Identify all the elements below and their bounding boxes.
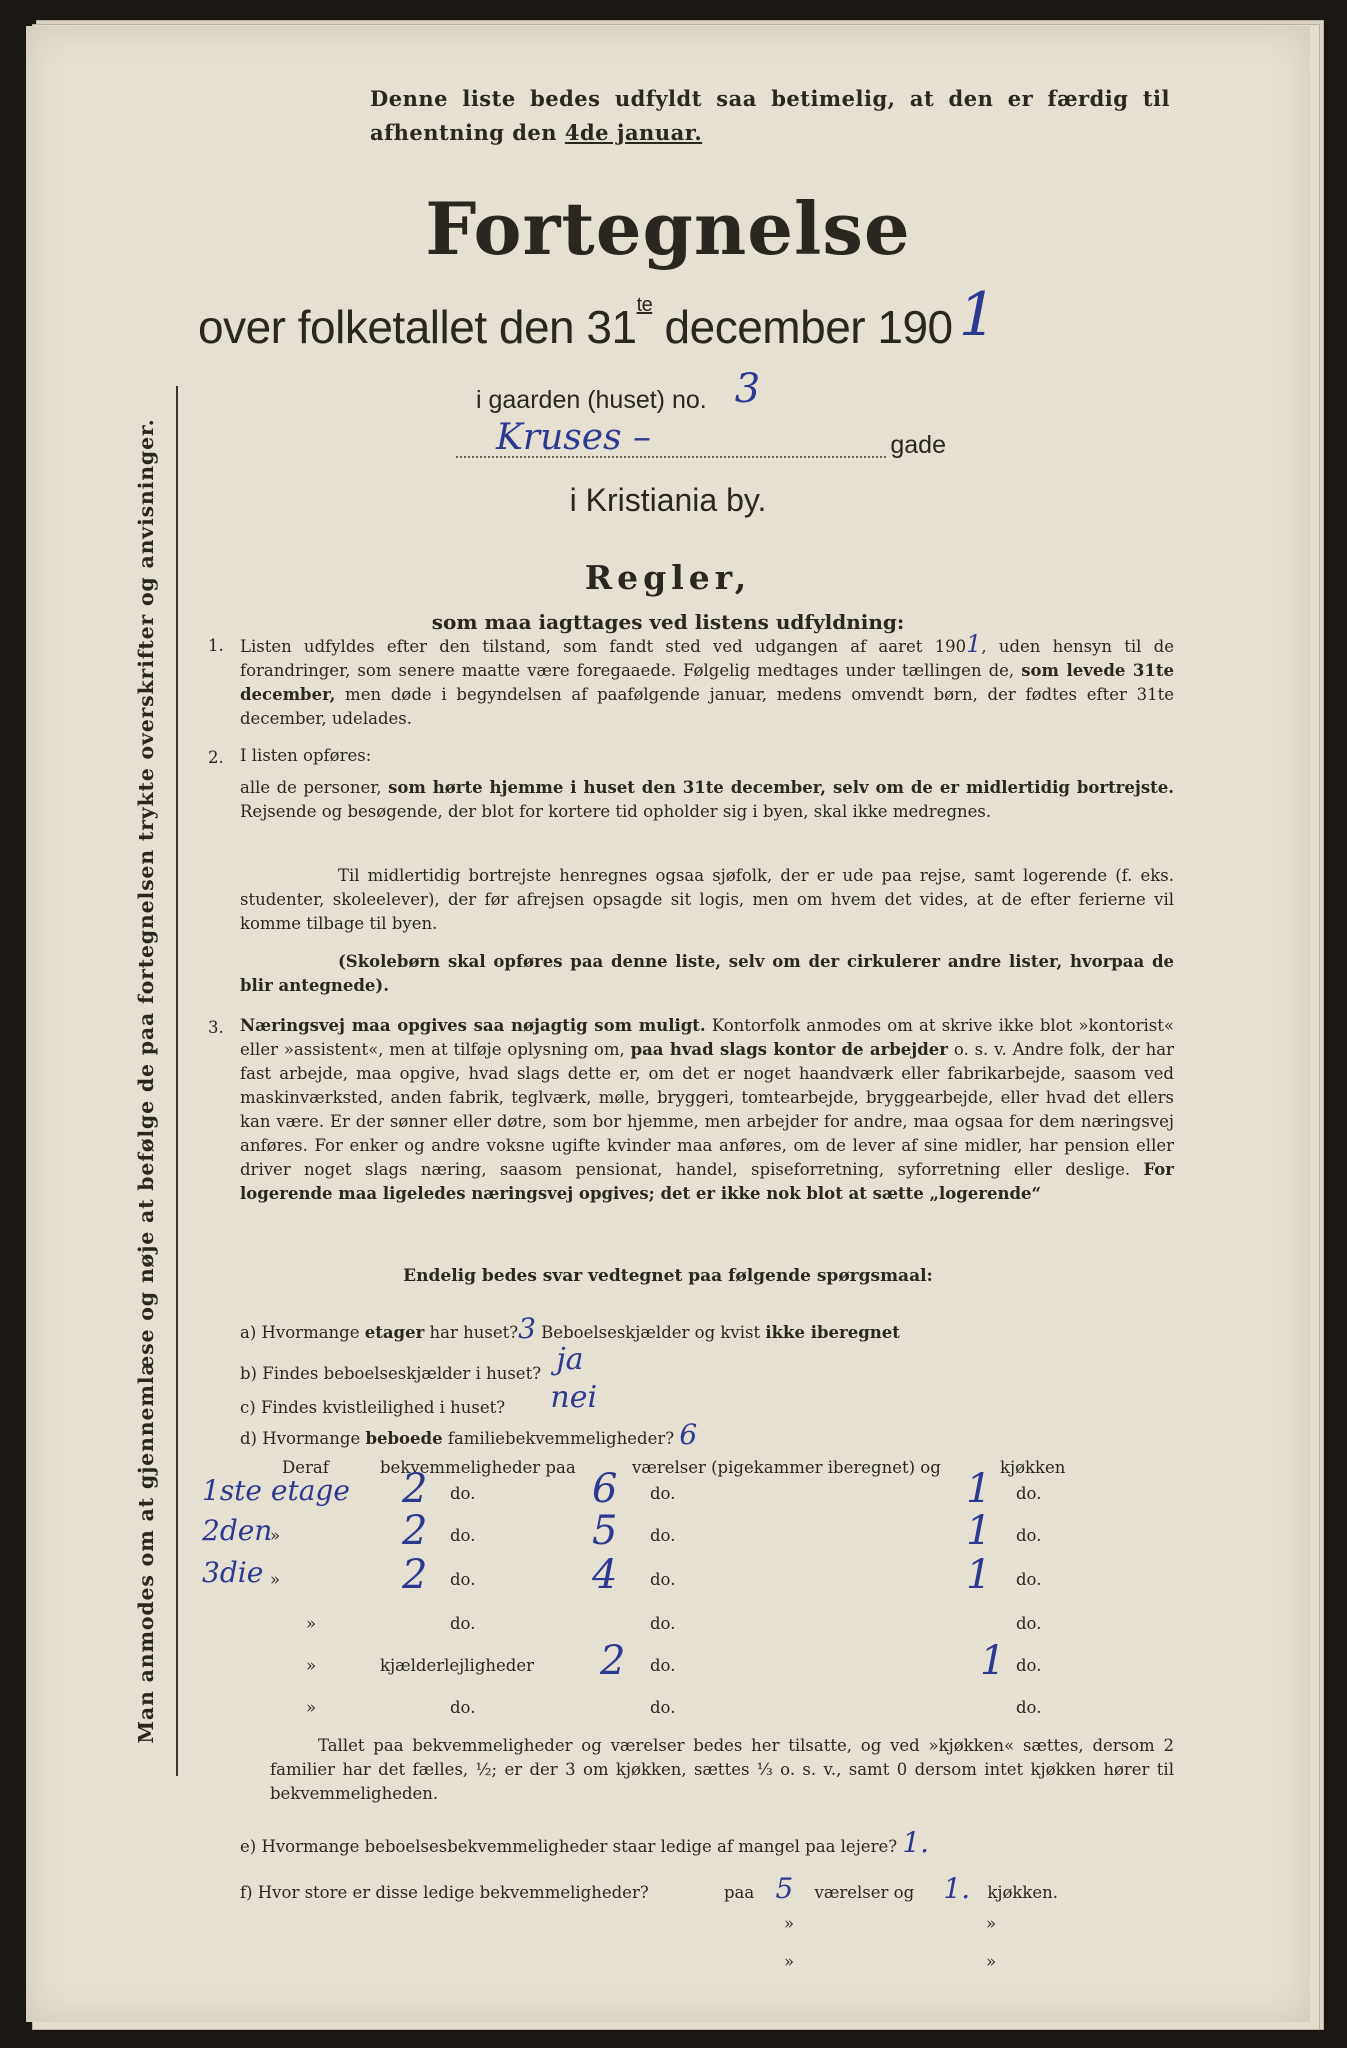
row5-kj[interactable]: 1 (980, 1638, 1006, 1684)
qe-text: Hvormange beboelsesbekvemmeligheder staar ledige af mangel paa lejere? (261, 1837, 898, 1856)
rule3-bold1: Næringsvej maa opgives saa nøjagtig som muligt. (240, 1016, 706, 1035)
city-line: i Kristiania by. (569, 482, 767, 518)
subtitle-text: over folketallet den 31 (198, 301, 637, 353)
qa-pre: Hvormange (261, 1323, 365, 1342)
rules-subheading: som maa iagttages ved listens udfyldning: (431, 610, 905, 634)
rule1-c: men døde i begyndelsen af paafølgende januar, medens omvendt børn, der fødtes efter 31te december, udelades. (240, 685, 1174, 728)
rule2-b: Rejsende og besøgende, der blot for kortere tid opholder sig i byen, skal ikke medregnes. (240, 802, 992, 821)
qd-letter: d) (240, 1429, 257, 1448)
rule2-p2: Til midlertidig bortrejste henregnes ogsaa sjøfolk, der er ude paa rejse, samt logerende (f. eks. studenter, skoleelever), der før afrejsen opsagde sit logis, men om hvem det vides, at de efter ferierne vil komme tilbage til byen. (240, 866, 1174, 933)
tallet-note: Tallet paa bekvemmeligheder og værelser bedes her tilsatte, og ved »kjøkken« sættes, dersom 2 familier har det fælles, ½; er der 3 om kjøkken, sættes ⅓ o. s. v., samt 0 dersom intet kjøkken hører til bekvemmeligheden. (270, 1736, 1174, 1803)
row2-vaer-do: do. (650, 1526, 676, 1545)
row2-bekv-do: do. (450, 1526, 476, 1545)
street-line (456, 417, 946, 459)
qf-kj-answer[interactable]: 1. (943, 1872, 971, 1905)
rule1-year[interactable]: 1 (966, 630, 982, 658)
rule2-p3: (Skolebørn skal opføres paa denne liste, selv om der cirkulerer andre lister, hvorpaa de blir antegnede). (240, 952, 1174, 995)
qe-answer[interactable]: 1. (902, 1826, 930, 1859)
qf-vaer: værelser og (814, 1883, 915, 1902)
notice-date: 4de januar. (564, 120, 703, 145)
row5-mark: » (306, 1656, 317, 1675)
row6-kj-do: do. (1016, 1698, 1042, 1717)
rule3-bold2: paa hvad slags kontor de arbejder (630, 1040, 949, 1059)
notice-line2 (370, 116, 1170, 150)
row3-bekv-do: do. (450, 1570, 476, 1589)
row6-mark: » (306, 1698, 317, 1717)
row3-kj[interactable]: 1 (966, 1552, 992, 1598)
qf-paa: paa (723, 1883, 755, 1902)
notice (370, 82, 1170, 150)
year-handwritten[interactable]: 1 (958, 280, 997, 350)
row3-vaer-do: do. (650, 1570, 676, 1589)
rule3-a: Kontorfolk anmodes om at skrive ikke blot »kontorist« eller »assistent«, men at tilføje oplysning om, (240, 1016, 1174, 1059)
census-form-page (26, 26, 1310, 2022)
rule2-a: alle de personer, (240, 778, 389, 797)
ditto-mark-2: » (986, 1914, 997, 1933)
qd-pre: Hvormange (262, 1429, 366, 1448)
rule2-text (240, 776, 1174, 824)
row2-kj-do: do. (1016, 1526, 1042, 1545)
table-header-bekv: bekvemmeligheder paa (380, 1458, 576, 1477)
row6-bekv-do: do. (450, 1698, 476, 1717)
rule3-bold3: For logerende maa ligeledes næringsvej opgives; det er ikke nok blot at sætte „logerende“ (240, 1160, 1174, 1203)
ditto-mark-4: » (986, 1952, 997, 1971)
question-e (240, 1826, 929, 1859)
row4-mark: » (306, 1614, 317, 1633)
table-header-deraf: Deraf (282, 1458, 329, 1477)
rule3-number: 3. (208, 1018, 224, 1037)
rule1-number: 1. (208, 636, 224, 655)
row1-vaer-do: do. (650, 1484, 676, 1503)
margin-text: Man anmodes om at gjennemlæse og nøje at befølge de paa fortegnelsen trykte overskrifter og anvisninger. (134, 418, 158, 1744)
row2-bekv[interactable]: 2 (402, 1508, 428, 1554)
row5-kj-do: do. (1016, 1656, 1042, 1675)
qf-kj: kjøkken. (987, 1883, 1059, 1902)
rule1-b: , uden hensyn til de forandringer, som senere maatte være foregaaede. Følgelig medtages under tællingen de, (240, 637, 1174, 680)
qf-vaer-answer[interactable]: 5 (775, 1872, 794, 1905)
row2-label[interactable]: 2den (202, 1514, 273, 1547)
rule2-intro: I listen opføres: (240, 746, 372, 765)
qd-answer[interactable]: 6 (679, 1418, 698, 1451)
subtitle-sup: te (636, 294, 653, 316)
rule2-number: 2. (208, 748, 224, 767)
row5-middle: kjælderlejligheder (380, 1656, 534, 1675)
qb-text: Findes beboelseskjælder i huset? (262, 1364, 542, 1383)
row2-kj[interactable]: 1 (966, 1508, 992, 1554)
ditto-mark-1: » (784, 1914, 795, 1933)
qa-bold2: ikke iberegnet (765, 1323, 900, 1342)
row3-kj-do: do. (1016, 1570, 1042, 1589)
row1-kj-do: do. (1016, 1484, 1042, 1503)
row4-kj-do: do. (1016, 1614, 1042, 1633)
house-number-line (476, 366, 761, 418)
row3-bekv[interactable]: 2 (402, 1552, 428, 1598)
qb-letter: b) (240, 1364, 257, 1383)
table-header-kj: kjøkken (1000, 1458, 1066, 1477)
row4-vaer-do: do. (650, 1614, 676, 1633)
qa-mid: har huset? (424, 1323, 519, 1342)
form-subtitle (198, 280, 997, 358)
table-header-vaer: værelser (pigekammer iberegnet) og (632, 1458, 941, 1477)
rule1-a: Listen udfyldes efter den tilstand, som fandt sted ved udgangen af aaret 190 (240, 637, 967, 656)
street-suffix: gade (890, 431, 946, 459)
question-f (240, 1872, 1160, 1905)
qd-bold: beboede (365, 1429, 443, 1448)
qd-post: familiebekvemmeligheder? (442, 1429, 675, 1448)
house-number-label: i gaarden (huset) no. (476, 386, 707, 414)
row1-kj[interactable]: 1 (966, 1466, 992, 1512)
row5-vaer[interactable]: 2 (600, 1638, 626, 1684)
rule3-text (240, 1014, 1174, 1206)
row6-vaer-do: do. (650, 1698, 676, 1717)
form-title: Fortegnelse (425, 186, 911, 271)
rule1-text (240, 632, 1174, 731)
qe-letter: e) (240, 1837, 257, 1856)
row2-mark: » (270, 1526, 281, 1545)
notice-line1: Denne liste bedes udfyldt saa betimelig, at den er færdig til (370, 86, 1170, 111)
qa-bold1: etager (364, 1323, 425, 1342)
question-b (240, 1342, 584, 1387)
row1-bekv[interactable]: 2 (402, 1466, 428, 1512)
qf-text: Hvor store er disse ledige bekvemmeligheder? (257, 1883, 649, 1902)
questions-intro: Endelig bedes svar vedtegnet paa følgende spørgsmaal: (403, 1266, 933, 1286)
question-c (240, 1380, 598, 1421)
row3-vaer[interactable]: 4 (592, 1552, 618, 1598)
qa-post: Beboelseskjælder og kvist (535, 1323, 766, 1342)
row4-bekv-do: do. (450, 1614, 476, 1633)
question-a (240, 1312, 1160, 1345)
subtitle-rest: december 190 (652, 301, 953, 353)
row5-vaer-do: do. (650, 1656, 676, 1675)
row1-label[interactable]: 1ste etage (202, 1474, 350, 1507)
ditto-mark-3: » (784, 1952, 795, 1971)
rule1-bold: som levede 31te december, (240, 661, 1174, 704)
qa-letter: a) (240, 1323, 257, 1342)
qa-answer[interactable]: 3 (518, 1312, 536, 1345)
row3-mark: » (270, 1570, 281, 1589)
rule3-b: o. s. v. Andre folk, der har fast arbejde, maa opgive, hvad slags dette er, om det er noget haandværk eller fabrikarbejde, saasom ved maskinværksted, anden fabrik, teglværk, mølle, bryggeri, tomtearbejde, bryggearbejde, eller hvad det ellers kan være. Er der sønner eller døtre, som bor hjemme, men arbejder for andre, maa ogsaa for dem næringsvej anføres. For enker og andre voksne ugifte kvinder maa anføres, om de lever af sine midler, har pension eller driver noget slags næring, saasom pensionat, handel, spiseforretning, syforretning eller deslige. (240, 1040, 1175, 1179)
notice-line2-prefix: afhentning den (370, 120, 565, 145)
rule2-bold: som hørte hjemme i huset den 31te december, selv om de er midlertidig bortrejste. (388, 778, 1174, 797)
street-name[interactable]: Kruses – (496, 417, 651, 458)
house-number[interactable]: 3 (734, 366, 761, 412)
row3-label[interactable]: 3die (202, 1556, 264, 1589)
row1-bekv-do: do. (450, 1484, 476, 1503)
question-d (240, 1418, 697, 1451)
qb-answer[interactable]: ja (556, 1342, 584, 1377)
row2-vaer[interactable]: 5 (592, 1508, 618, 1554)
qc-letter: c) (240, 1398, 256, 1417)
row1-vaer[interactable]: 6 (592, 1466, 618, 1512)
qc-text: Findes kvistleilighed i huset? (260, 1398, 506, 1417)
rules-heading: Regler, (584, 558, 752, 597)
qf-letter: f) (240, 1883, 253, 1902)
qc-answer[interactable]: nei (550, 1380, 598, 1415)
